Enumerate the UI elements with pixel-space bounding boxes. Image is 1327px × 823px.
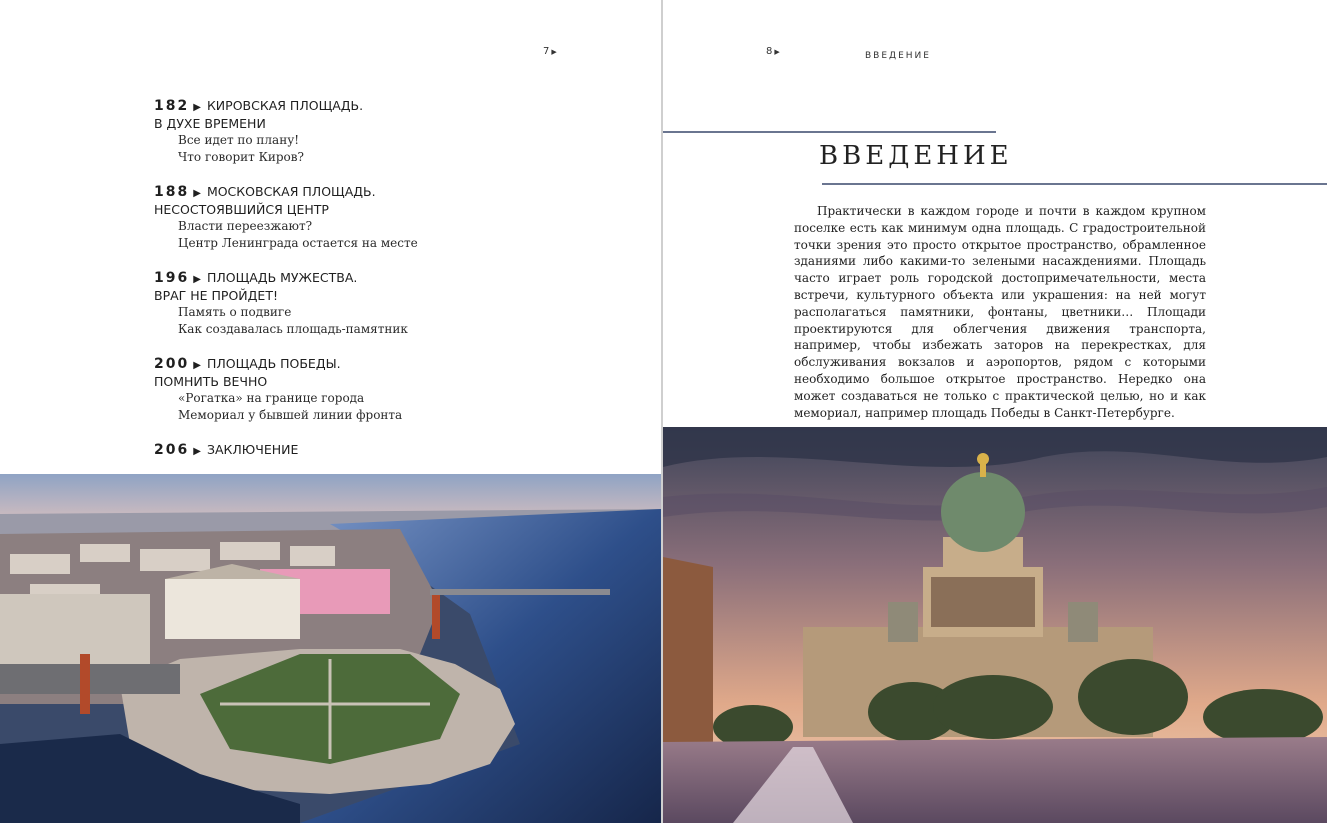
triangle-icon: ▶	[193, 274, 201, 285]
toc-title-line1: ЗАКЛЮЧЕНИЕ	[206, 442, 299, 457]
toc-page-number: 188	[154, 184, 190, 200]
toc-heading	[154, 356, 574, 390]
toc-heading	[154, 184, 574, 218]
page-number-left-value: 7	[543, 46, 550, 57]
triangle-icon: ▶	[193, 188, 201, 199]
toc-subtitle: Что говорит Киров?	[178, 150, 304, 164]
table-of-contents	[154, 98, 574, 478]
toc-page-number: 200	[154, 356, 190, 372]
left-page	[0, 0, 661, 823]
title-rule-bottom	[822, 183, 1327, 185]
toc-entry[interactable]	[154, 98, 574, 166]
section-title: ВВЕДЕНИЕ	[819, 141, 1013, 171]
triangle-icon: ▶	[193, 102, 201, 113]
triangle-icon: ▶	[193, 446, 201, 457]
toc-heading	[154, 442, 574, 460]
toc-subtitle: Память о подвиге	[178, 305, 292, 319]
strelka-aerial-photo	[0, 474, 661, 823]
toc-page-number: 182	[154, 98, 190, 114]
toc-subtitle: Все идет по плану!	[178, 133, 300, 147]
toc-title-line2: ПОМНИТЬ ВЕЧНО	[154, 374, 268, 389]
toc-subtitle: Центр Ленинграда остается на месте	[178, 236, 418, 250]
running-head: ВВЕДЕНИЕ	[865, 51, 931, 61]
toc-subtitle: Мемориал у бывшей линии фронта	[178, 408, 403, 422]
toc-subtitle: «Рогатка» на границе города	[178, 391, 365, 405]
toc-title-line1: МОСКОВСКАЯ ПЛОЩАДЬ.	[206, 184, 376, 199]
intro-paragraph: Практически в каждом городе и почти в каждом крупном поселке есть как минимум одна площадь. С градостроительной точки зрения это просто открытое пространство, обрамленное зданиями либо какими-то зелеными насаждениями. Площадь часто играет роль городской достопримечательности, места встречи, культурного объекта или украшения: на ней могут располагаться памятники, фонтаны, цветники… Площади проектируются для облегчения движения транспорта, например, чтобы избежать заторов на перекрестках, для обслуживания вокзалов и аэропортов, рядом с которыми необходимо большое открытое пространство. Нередко она может создаваться не только с практической целью, но и как мемориал, например площадь Победы в Санкт-Петербурге.	[794, 204, 1206, 420]
st-isaacs-cathedral-photo	[663, 427, 1327, 823]
toc-heading	[154, 270, 574, 304]
toc-title-line1: ПЛОЩАДЬ ПОБЕДЫ.	[206, 356, 341, 371]
toc-title-line2: ВРАГ НЕ ПРОЙДЕТ!	[154, 288, 278, 303]
toc-title-line2: В ДУХЕ ВРЕМЕНИ	[154, 116, 266, 131]
toc-entry[interactable]	[154, 442, 574, 460]
toc-page-number: 206	[154, 442, 190, 458]
triangle-icon: ▶	[774, 48, 780, 56]
right-page	[663, 0, 1327, 823]
toc-title-line2: НЕСОСТОЯВШИЙСЯ ЦЕНТР	[154, 202, 329, 217]
page-number-right-value: 8	[766, 46, 773, 57]
toc-heading	[154, 98, 574, 132]
triangle-icon: ▶	[193, 360, 201, 371]
toc-subtitle: Как создавалась площадь-памятник	[178, 322, 408, 336]
toc-title-line1: КИРОВСКАЯ ПЛОЩАДЬ.	[206, 98, 364, 113]
triangle-icon: ▶	[551, 48, 557, 56]
toc-entry[interactable]	[154, 184, 574, 252]
toc-page-number: 196	[154, 270, 190, 286]
page-number-right	[766, 46, 780, 57]
toc-entry[interactable]	[154, 270, 574, 338]
toc-entry[interactable]	[154, 356, 574, 424]
title-rule-top	[663, 131, 996, 133]
toc-title-line1: ПЛОЩАДЬ МУЖЕСТВА.	[206, 270, 358, 285]
toc-subtitle: Власти переезжают?	[178, 219, 313, 233]
page-number-left	[543, 46, 557, 57]
